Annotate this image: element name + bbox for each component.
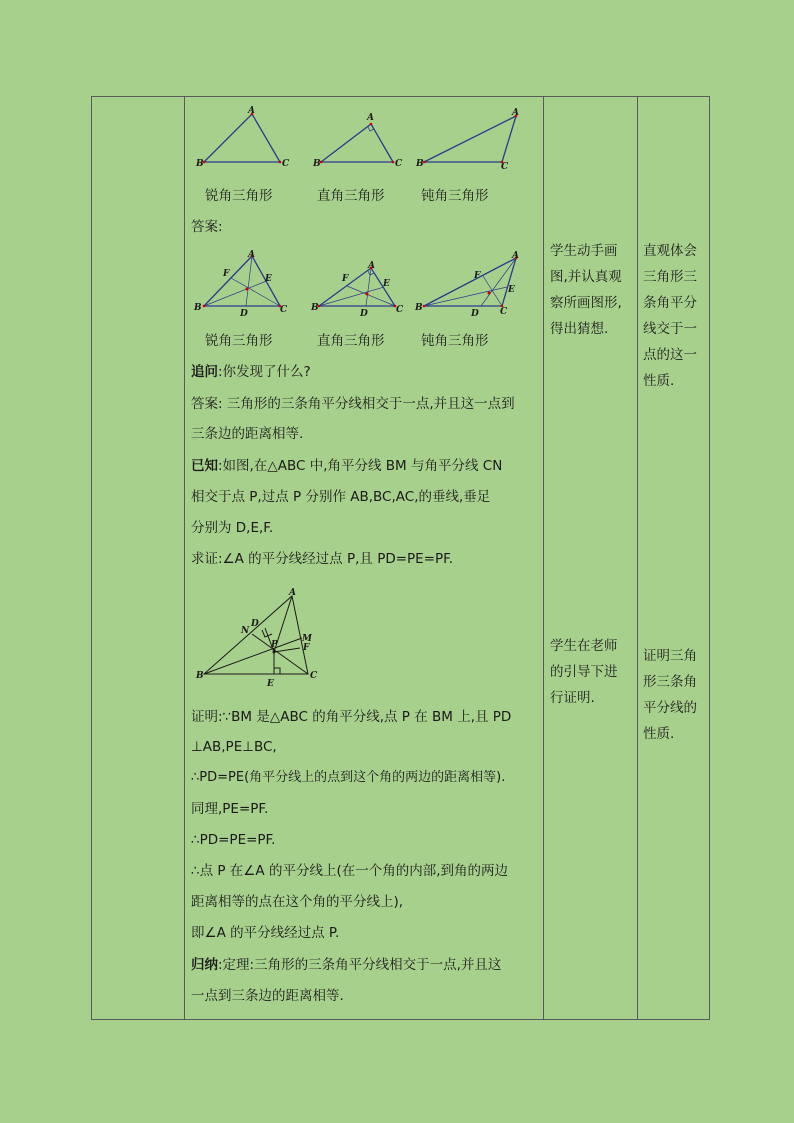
caption-right-2: 直角三角形 bbox=[317, 333, 385, 349]
student-activity-1 bbox=[550, 238, 622, 342]
given-label: 已知 bbox=[191, 458, 218, 474]
label-D: D bbox=[240, 309, 248, 319]
obtuse-triangle-bisectors-figure bbox=[415, 251, 525, 319]
answer-label: 答案: bbox=[191, 219, 223, 235]
column-divider bbox=[184, 97, 185, 1019]
label-C: C bbox=[395, 159, 403, 169]
prove-statement: 求证:∠A 的平分线经过点 P,且 PD=PE=PF. bbox=[191, 551, 454, 567]
summary-label: 归纳 bbox=[191, 957, 218, 973]
acute-triangle-figure bbox=[196, 106, 296, 170]
label-C: C bbox=[310, 671, 318, 681]
label-C: C bbox=[501, 162, 509, 172]
caption-right-1: 直角三角形 bbox=[317, 188, 385, 204]
question-line bbox=[191, 362, 311, 382]
design-intent-2-line: 证明三角 bbox=[643, 648, 697, 664]
label-E: E bbox=[265, 274, 272, 284]
proof-triangle-figure bbox=[196, 588, 326, 689]
proof-line3: ∴PD=PE(角平分线上的点到这个角的两边的距离相等). bbox=[191, 770, 506, 785]
summary-text: :定理:三角形的三条角平分线相交于一点,并且这 bbox=[218, 957, 502, 973]
proof-line4: 同理,PE=PF. bbox=[191, 801, 269, 817]
student-activity-2-line: 学生在老师 bbox=[550, 638, 618, 654]
student-activity-1-line: 图,并认真观 bbox=[550, 269, 622, 285]
label-F: F bbox=[303, 643, 310, 653]
label-B: B bbox=[416, 159, 424, 169]
given-line1 bbox=[191, 456, 502, 476]
design-intent-2-line: 性质. bbox=[643, 726, 675, 742]
label-C: C bbox=[280, 305, 288, 315]
design-intent-1-line: 条角平分 bbox=[643, 295, 697, 311]
right-triangle-figure bbox=[313, 106, 413, 170]
question-text: :你发现了什么? bbox=[218, 364, 311, 380]
label-A: A bbox=[289, 588, 296, 598]
student-activity-1-line: 察所画图形, bbox=[550, 295, 622, 311]
label-F: F bbox=[223, 269, 230, 279]
obtuse-triangle-figure bbox=[416, 106, 526, 170]
given-line3: 分别为 D,E,F. bbox=[191, 520, 274, 536]
label-B: B bbox=[313, 159, 321, 169]
label-A: A bbox=[512, 108, 519, 118]
student-activity-2 bbox=[550, 633, 618, 711]
label-C: C bbox=[500, 307, 508, 317]
given-text: :如图,在△ABC 中,角平分线 BM 与角平分线 CN bbox=[218, 458, 503, 474]
label-B: B bbox=[415, 303, 423, 313]
student-activity-1-line: 得出猜想. bbox=[550, 321, 609, 337]
label-E: E bbox=[267, 679, 274, 689]
label-F: F bbox=[342, 274, 349, 284]
student-activity-2-line: 行证明. bbox=[550, 690, 595, 706]
acute-triangle-bisectors-figure bbox=[194, 250, 294, 319]
student-activity-2-line: 的引导下进 bbox=[550, 664, 618, 680]
design-intent-1-line: 直观体会 bbox=[643, 243, 697, 259]
question-label: 追问 bbox=[191, 364, 218, 380]
answer2-line2: 三条边的距离相等. bbox=[191, 426, 304, 442]
proof-line6: ∴点 P 在∠A 的平分线上(在一个角的内部,到角的两边 bbox=[191, 863, 508, 879]
proof-line5: ∴PD=PE=PF. bbox=[191, 832, 276, 848]
summary-line1 bbox=[191, 955, 501, 975]
label-B: B bbox=[196, 159, 204, 169]
label-A: A bbox=[512, 251, 519, 261]
caption-acute-2: 锐角三角形 bbox=[205, 333, 273, 349]
column-divider bbox=[543, 97, 544, 1019]
label-E: E bbox=[383, 279, 390, 289]
label-F: F bbox=[474, 271, 481, 281]
label-D: D bbox=[471, 309, 479, 319]
label-A: A bbox=[367, 113, 374, 123]
design-intent-2-line: 平分线的 bbox=[643, 700, 697, 716]
label-P: P bbox=[271, 640, 278, 650]
design-intent-1-line: 三角形三 bbox=[643, 269, 697, 285]
label-A: A bbox=[248, 250, 255, 260]
proof-line8: 即∠A 的平分线经过点 P. bbox=[191, 925, 340, 941]
caption-obtuse-1: 钝角三角形 bbox=[421, 188, 489, 204]
caption-acute-1: 锐角三角形 bbox=[205, 188, 273, 204]
label-D: D bbox=[360, 309, 368, 319]
label-B: B bbox=[194, 303, 202, 313]
label-E: E bbox=[508, 285, 515, 295]
caption-obtuse-2: 钝角三角形 bbox=[421, 333, 489, 349]
given-line2: 相交于点 P,过点 P 分别作 AB,BC,AC,的垂线,垂足 bbox=[191, 489, 491, 505]
label-C: C bbox=[282, 159, 290, 169]
label-N: N bbox=[241, 626, 250, 636]
label-A: A bbox=[368, 261, 375, 271]
label-A: A bbox=[248, 106, 255, 116]
proof-line7: 距离相等的点在这个角的平分线上), bbox=[191, 894, 404, 910]
student-activity-1-line: 学生动手画 bbox=[550, 243, 618, 259]
column-divider bbox=[637, 97, 638, 1019]
design-intent-1-line: 点的这一 bbox=[643, 347, 697, 363]
design-intent-1-line: 性质. bbox=[643, 373, 675, 389]
design-intent-1 bbox=[643, 238, 697, 394]
design-intent-2-line: 形三条角 bbox=[643, 674, 697, 690]
answer2-line1: 答案: 三角形的三条角平分线相交于一点,并且这一点到 bbox=[191, 396, 515, 412]
design-intent-2 bbox=[643, 643, 697, 747]
label-B: B bbox=[196, 671, 204, 681]
proof-line2: ⊥AB,PE⊥BC, bbox=[191, 739, 277, 755]
proof-line1: 证明:∵BM 是△ABC 的角平分线,点 P 在 BM 上,且 PD bbox=[191, 709, 512, 725]
summary-line2: 一点到三条边的距离相等. bbox=[191, 988, 344, 1004]
design-intent-1-line: 线交于一 bbox=[643, 321, 697, 337]
label-M: M bbox=[302, 634, 312, 644]
label-D: D bbox=[251, 619, 259, 629]
label-C: C bbox=[396, 305, 404, 315]
label-B: B bbox=[311, 303, 319, 313]
right-triangle-bisectors-figure bbox=[311, 258, 411, 319]
